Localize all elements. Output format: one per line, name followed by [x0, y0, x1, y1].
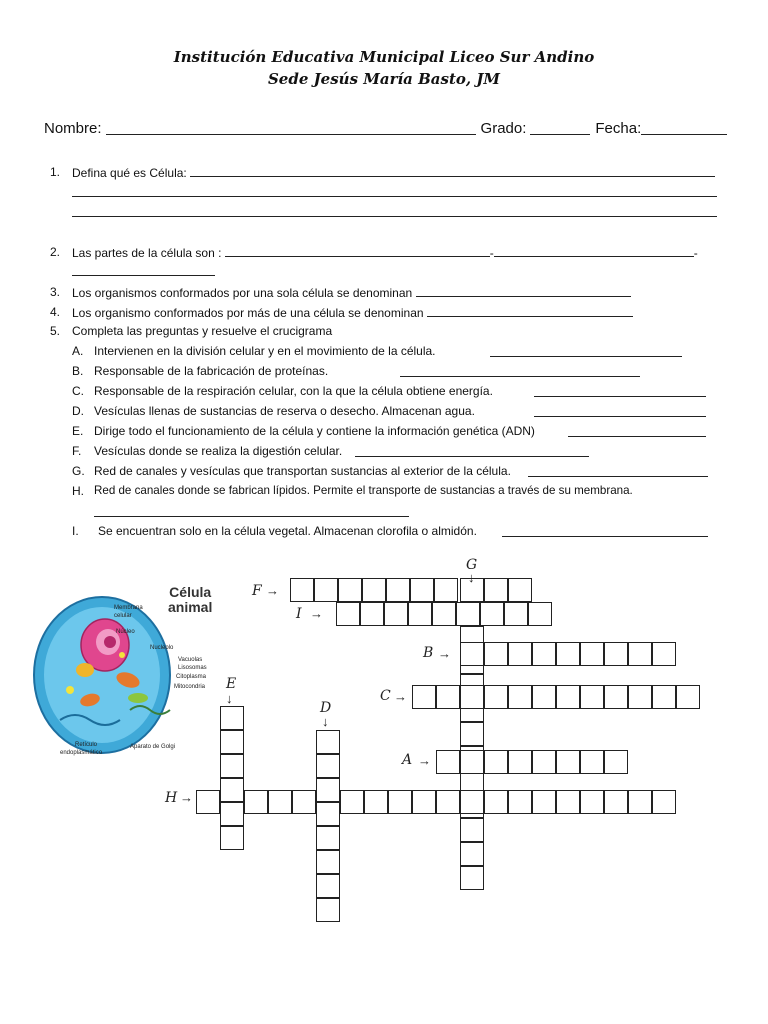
crossword-cell-i-3[interactable]: [408, 602, 432, 626]
q4-number: 4.: [50, 305, 61, 319]
crossword-cell-c-4[interactable]: [508, 685, 532, 709]
crossword-cell-b-7[interactable]: [628, 642, 652, 666]
q2-answer-3[interactable]: [72, 275, 215, 276]
cell-title-line2: animal: [168, 599, 213, 615]
clue-h-label: H: [165, 790, 178, 806]
q2-number: 2.: [50, 245, 61, 259]
q1-answer-line-2[interactable]: [72, 196, 717, 197]
crossword-cell-f-4[interactable]: [386, 578, 410, 602]
crossword-cell-f-0[interactable]: [290, 578, 314, 602]
item-d-text: Vesículas llenas de sustancias de reserva o desecho. Almacenan agua.: [94, 404, 475, 418]
crossword-cell-f-3[interactable]: [362, 578, 386, 602]
crossword-cell-c-11[interactable]: [676, 685, 700, 709]
q1-label: Defina qué es Célula:: [72, 166, 187, 180]
label-reticulo-2: endoplasmático: [60, 750, 103, 756]
label-nucleo: Núcleo: [116, 629, 135, 635]
label-vacuolas: Vacuolas: [178, 657, 203, 663]
fecha-field[interactable]: [641, 120, 727, 135]
crossword-cell-h-7[interactable]: [364, 790, 388, 814]
crossword-cell-c-8[interactable]: [604, 685, 628, 709]
crossword-cell-f-1[interactable]: [314, 578, 338, 602]
item-h-answer[interactable]: [94, 516, 409, 517]
q2-label: Las partes de la célula son :: [72, 246, 222, 260]
crossword-cell-b-6[interactable]: [604, 642, 628, 666]
clue-g-label: G: [466, 557, 478, 573]
crossword-cell-a-2[interactable]: [484, 750, 508, 774]
crossword-cell-b-4[interactable]: [556, 642, 580, 666]
clue-f-arrow-icon: →: [266, 583, 279, 598]
crossword-cell-e-2[interactable]: [220, 754, 244, 778]
clue-g-arrow-icon: ↓: [468, 570, 475, 585]
crossword-cell-d-6[interactable]: [316, 874, 340, 898]
q3-label: Los organismos conformados por una sola célula se denominan: [72, 286, 413, 300]
crossword-cell-h-13[interactable]: [508, 790, 532, 814]
crossword-cell-f-5[interactable]: [410, 578, 434, 602]
item-c-text: Responsable de la respiración celular, con la que la célula obtiene energía.: [94, 384, 493, 398]
clue-i-arrow-icon: →: [310, 606, 323, 621]
nombre-label: Nombre:: [44, 120, 102, 137]
item-g-answer[interactable]: [528, 476, 708, 477]
clue-d-arrow-icon: ↓: [322, 714, 329, 729]
crossword-cell-e-3[interactable]: [220, 778, 244, 802]
crossword-cell-h-15[interactable]: [556, 790, 580, 814]
crossword-cell-d-0[interactable]: [316, 730, 340, 754]
crossword-cell-a-7[interactable]: [604, 750, 628, 774]
crossword-cell-g-11[interactable]: [460, 842, 484, 866]
item-b-answer[interactable]: [400, 376, 640, 377]
crossword-cell-f-6[interactable]: [434, 578, 458, 602]
crossword-cell-a-6[interactable]: [580, 750, 604, 774]
crossword-cell-f2-0[interactable]: [484, 578, 508, 602]
label-mitocondria: Mitocondria: [174, 684, 206, 690]
item-b-text: Responsable de la fabricación de proteínas.: [94, 364, 329, 378]
crossword-cell-h-2[interactable]: [244, 790, 268, 814]
q2-answer-1[interactable]: [225, 245, 490, 257]
crossword-cell-i-2[interactable]: [384, 602, 408, 626]
item-h-letter: H.: [72, 484, 84, 498]
q4-text: [72, 305, 633, 320]
crossword-cell-g-12[interactable]: [460, 866, 484, 890]
clue-e-arrow-icon: ↓: [226, 691, 233, 706]
crossword-cell-d-1[interactable]: [316, 754, 340, 778]
crossword-cell-b-3[interactable]: [532, 642, 556, 666]
crossword-cell-i-6[interactable]: [480, 602, 504, 626]
q4-answer[interactable]: [427, 305, 633, 317]
item-d-letter: D.: [72, 404, 84, 418]
crossword-cell-h-8[interactable]: [388, 790, 412, 814]
crossword-cell-h-16[interactable]: [580, 790, 604, 814]
crossword-cell-b-5[interactable]: [580, 642, 604, 666]
crossword-cell-e-4[interactable]: [220, 802, 244, 826]
crossword-cell-h-11[interactable]: [460, 790, 484, 814]
grado-field[interactable]: [530, 120, 590, 135]
crossword-cell-b-1[interactable]: [484, 642, 508, 666]
item-i-answer[interactable]: [502, 536, 708, 537]
q3-answer[interactable]: [416, 285, 631, 297]
crossword-cell-b-8[interactable]: [652, 642, 676, 666]
student-fields: [44, 120, 734, 137]
q3-text: [72, 285, 631, 300]
label-citoplasma: Citoplasma: [176, 674, 207, 680]
label-golgi: Aparato de Golgi: [130, 744, 176, 750]
clue-a-arrow-icon: →: [418, 753, 431, 768]
q3-number: 3.: [50, 285, 61, 299]
crossword-cell-i-8[interactable]: [528, 602, 552, 626]
q1-text: [72, 165, 715, 180]
item-f-answer[interactable]: [355, 456, 589, 457]
crossword-cell-h-19[interactable]: [652, 790, 676, 814]
crossword-cell-h-0[interactable]: [196, 790, 220, 814]
item-c-letter: C.: [72, 384, 84, 398]
item-g-letter: G.: [72, 464, 85, 478]
clue-h-arrow-icon: →: [180, 790, 193, 805]
item-a-text: Intervienen en la división celular y en el movimiento de la célula.: [94, 344, 436, 358]
crossword-cell-h-18[interactable]: [628, 790, 652, 814]
crossword-cell-a-4[interactable]: [532, 750, 556, 774]
crossword-cell-b-2[interactable]: [508, 642, 532, 666]
item-e-text: Dirige todo el funcionamiento de la célula y contiene la información genética (ADN): [94, 424, 535, 438]
clue-c-label: C: [380, 688, 391, 704]
clue-d-label: D: [320, 700, 332, 716]
clue-a-label: A: [402, 752, 413, 768]
crossword-cell-e-0[interactable]: [220, 706, 244, 730]
crossword-cell-h-12[interactable]: [484, 790, 508, 814]
crossword-cell-c-7[interactable]: [580, 685, 604, 709]
nombre-field[interactable]: [106, 120, 476, 135]
clue-i-label: I: [296, 606, 302, 622]
crossword-cell-d-4[interactable]: [316, 826, 340, 850]
q2-answer-2[interactable]: [494, 245, 694, 257]
q5-number: 5.: [50, 324, 61, 338]
crossword-cell-e-5[interactable]: [220, 826, 244, 850]
crossword-cell-g-10[interactable]: [460, 818, 484, 842]
crossword-cell-f-2[interactable]: [338, 578, 362, 602]
crossword-cell-a-3[interactable]: [508, 750, 532, 774]
crossword-cell-c-2[interactable]: [460, 685, 484, 709]
q1-answer-line[interactable]: [190, 165, 715, 177]
crossword-cell-a-0[interactable]: [436, 750, 460, 774]
crossword-cell-c-1[interactable]: [436, 685, 460, 709]
crossword-cell-b-0[interactable]: [460, 642, 484, 666]
item-f-letter: F.: [72, 444, 82, 458]
crossword-cell-g-6[interactable]: [460, 722, 484, 746]
item-c-answer[interactable]: [534, 396, 706, 397]
crossword-cell-h-14[interactable]: [532, 790, 556, 814]
crossword-cell-i-0[interactable]: [336, 602, 360, 626]
item-e-answer[interactable]: [568, 436, 706, 437]
item-a-answer[interactable]: [490, 356, 682, 357]
item-a-letter: A.: [72, 344, 84, 358]
cell-title-line1: Célula: [169, 584, 212, 600]
fecha-label: Fecha:: [595, 120, 642, 137]
crossword-cell-a-5[interactable]: [556, 750, 580, 774]
crossword-cell-i-4[interactable]: [432, 602, 456, 626]
item-b-letter: B.: [72, 364, 84, 378]
clue-b-arrow-icon: →: [438, 646, 451, 661]
crossword-cell-c-0[interactable]: [412, 685, 436, 709]
crossword-cell-c-10[interactable]: [652, 685, 676, 709]
crossword-cell-h-6[interactable]: [340, 790, 364, 814]
item-i-letter: I.: [72, 524, 79, 538]
item-d-answer[interactable]: [534, 416, 706, 417]
crossword-cell-d-7[interactable]: [316, 898, 340, 922]
campus-title: Sede Jesús María Basto, JM: [267, 70, 501, 88]
item-i-text: Se encuentran solo en la célula vegetal. Almacenan clorofila o almidón.: [98, 524, 477, 538]
label-nucleolo: Nucleolo: [150, 645, 174, 651]
item-e-letter: E.: [72, 424, 84, 438]
label-membrana-1: Membrana: [114, 605, 143, 611]
item-g-text: Red de canales y vesículas que transportan sustancias al exterior de la célula.: [94, 464, 511, 478]
clue-e-label: E: [226, 676, 237, 692]
item-f-text: Vesículas donde se realiza la digestión celular.: [94, 444, 343, 458]
crossword-cell-f2-1[interactable]: [508, 578, 532, 602]
crossword-cell-d-3[interactable]: [316, 802, 340, 826]
crossword-cell-c-9[interactable]: [628, 685, 652, 709]
clue-c-arrow-icon: →: [394, 689, 407, 704]
crossword-cell-h-10[interactable]: [436, 790, 460, 814]
crossword-cell-c-3[interactable]: [484, 685, 508, 709]
q1-answer-line-3[interactable]: [72, 216, 717, 217]
crossword-cell-d-2[interactable]: [316, 778, 340, 802]
q2-text: Las partes de la célula son : - -: [72, 246, 698, 260]
clue-b-label: B: [423, 645, 434, 661]
crossword-cell-i-7[interactable]: [504, 602, 528, 626]
crossword-cell-h-17[interactable]: [604, 790, 628, 814]
label-reticulo-1: Retículo: [75, 742, 98, 748]
q4-label: Los organismo conformados por más de una célula se denominan: [72, 306, 424, 320]
clue-f-label: F: [252, 583, 262, 599]
q1-number: 1.: [50, 165, 61, 179]
crossword-cell-a-1[interactable]: [460, 750, 484, 774]
crossword-cell-e-1[interactable]: [220, 730, 244, 754]
crossword-cell-c-5[interactable]: [532, 685, 556, 709]
grado-label: Grado:: [480, 120, 527, 137]
crossword-cell-i-5[interactable]: [456, 602, 480, 626]
crossword-cell-c-6[interactable]: [556, 685, 580, 709]
item-h-text: Red de canales donde se fabrican lípidos. Permite el transporte de sustancias a través de su membrana.: [94, 484, 633, 497]
q5-text: Completa las preguntas y resuelve el crucigrama: [72, 324, 333, 338]
crossword-cell-d-5[interactable]: [316, 850, 340, 874]
crossword-cell-h-3[interactable]: [268, 790, 292, 814]
crossword-cell-i-1[interactable]: [360, 602, 384, 626]
crossword-cell-h-9[interactable]: [412, 790, 436, 814]
crossword-cell-h-4[interactable]: [292, 790, 316, 814]
institution-title: Institución Educativa Municipal Liceo Sur Andino: [173, 48, 595, 66]
label-lisosomas: Lisosomas: [178, 665, 207, 671]
label-membrana-2: celular: [114, 613, 132, 619]
